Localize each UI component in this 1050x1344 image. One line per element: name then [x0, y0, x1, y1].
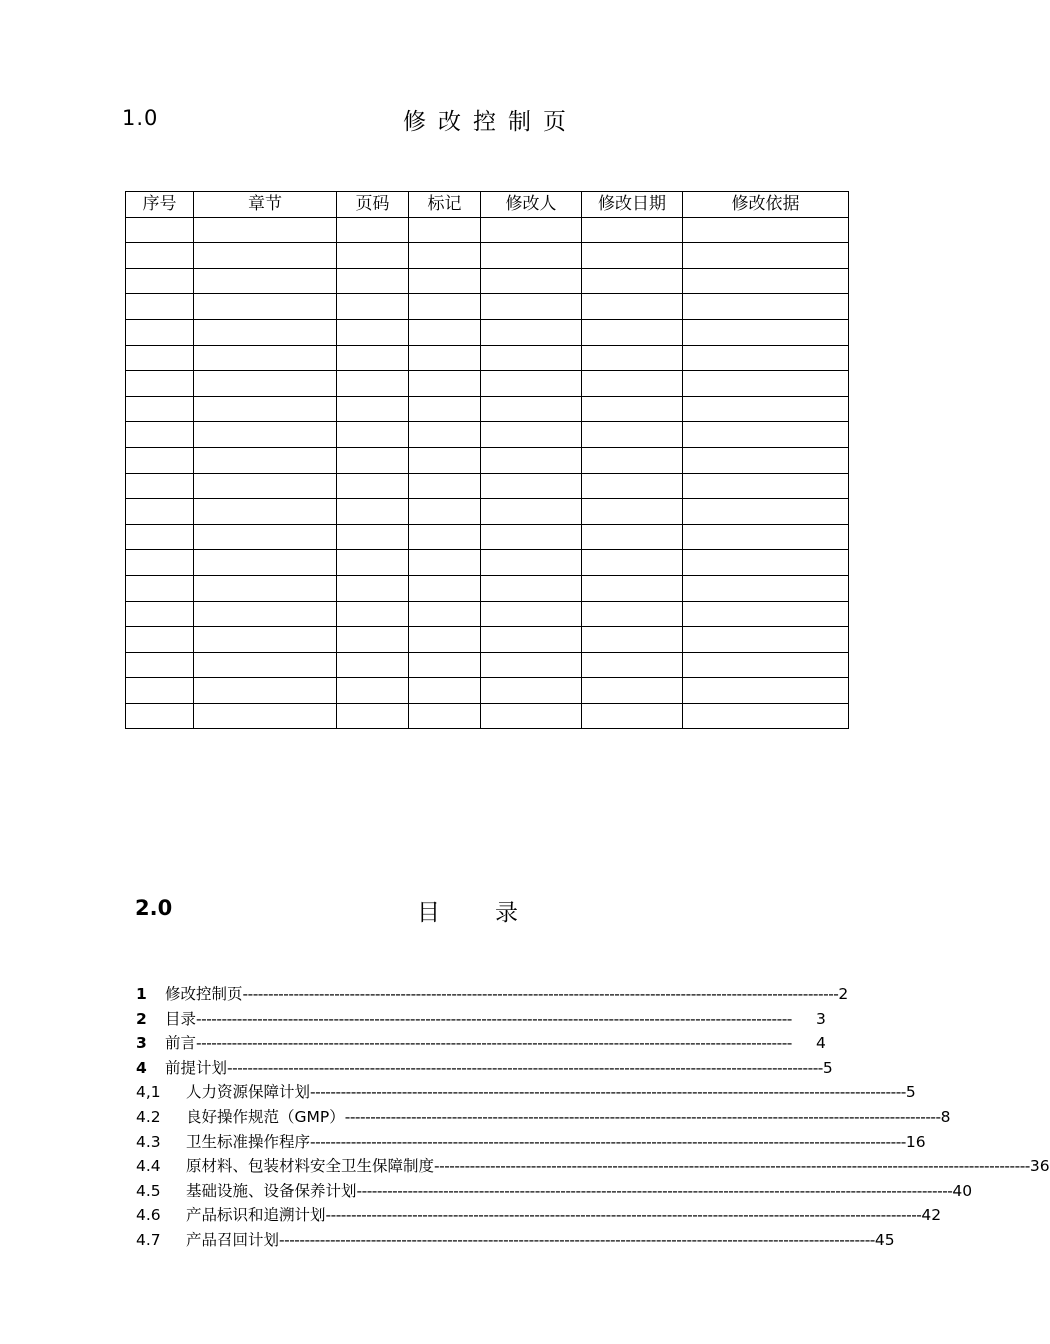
table-cell — [481, 575, 582, 601]
table-cell — [409, 371, 481, 397]
toc-entry — [136, 1007, 836, 1032]
table-cell — [582, 524, 683, 550]
table-cell — [194, 601, 337, 627]
table-row — [126, 550, 849, 576]
section-1-number: 1.0 — [122, 106, 159, 130]
table-cell — [481, 396, 582, 422]
col-header-page: 页码 — [337, 192, 409, 218]
table-cell — [481, 703, 582, 729]
table-cell — [582, 268, 683, 294]
section-2-title: 目录 — [417, 900, 573, 926]
toc-entry-number: 4.4 — [136, 1157, 161, 1176]
table-cell — [683, 575, 849, 601]
toc-entry-number: 4,1 — [136, 1083, 161, 1102]
table-cell — [337, 473, 409, 499]
table-cell — [194, 294, 337, 320]
table-cell — [683, 652, 849, 678]
table-cell — [481, 524, 582, 550]
table-cell — [409, 319, 481, 345]
table-cell — [337, 345, 409, 371]
table-cell — [409, 447, 481, 473]
table-cell — [582, 652, 683, 678]
table-cell — [337, 627, 409, 653]
table-cell — [409, 627, 481, 653]
table-cell — [409, 499, 481, 525]
table-cell — [194, 703, 337, 729]
table-cell — [409, 422, 481, 448]
table-cell — [683, 627, 849, 653]
toc-entry — [136, 982, 849, 1007]
table-cell — [683, 499, 849, 525]
toc-leader: --------------------------------------------------------------------------------------------------------------------- — [310, 1132, 906, 1151]
table-cell — [337, 294, 409, 320]
table-row — [126, 294, 849, 320]
toc-entry-number: 2 — [136, 1009, 147, 1028]
table-cell — [194, 499, 337, 525]
table-cell — [582, 319, 683, 345]
table-cell — [194, 243, 337, 269]
table-cell — [481, 294, 582, 320]
table-cell — [194, 550, 337, 576]
table-cell — [194, 652, 337, 678]
table-cell — [582, 575, 683, 601]
table-cell — [683, 601, 849, 627]
toc-leader: --------------------------------------------------------------------------------------------------------------------- — [344, 1107, 941, 1126]
table-cell — [409, 217, 481, 243]
toc-entry-number: 4.6 — [136, 1206, 161, 1225]
toc-entry-title: 人力资源保障计划 — [186, 1083, 311, 1102]
table-cell — [337, 422, 409, 448]
table-cell — [126, 550, 194, 576]
table-cell — [481, 652, 582, 678]
table-cell — [409, 243, 481, 269]
table-cell — [337, 268, 409, 294]
table-cell — [337, 601, 409, 627]
toc-entry-title: 良好操作规范（GMP） — [186, 1107, 345, 1126]
table-cell — [126, 243, 194, 269]
toc-entry — [136, 1154, 1050, 1179]
toc-entry-page: 5 — [822, 1058, 833, 1077]
table-cell — [409, 268, 481, 294]
table-cell — [337, 396, 409, 422]
table-cell — [126, 422, 194, 448]
table-cell — [409, 652, 481, 678]
toc-entry-number: 3 — [136, 1034, 147, 1053]
toc-leader: --------------------------------------------------------------------------------------------------------------------- — [434, 1157, 1030, 1176]
table-of-contents — [136, 982, 1050, 1253]
table-row — [126, 575, 849, 601]
table-row — [126, 243, 849, 269]
table-cell — [126, 396, 194, 422]
table-cell — [126, 652, 194, 678]
toc-entry — [136, 1228, 895, 1253]
table-row — [126, 601, 849, 627]
section-2-number: 2.0 — [135, 896, 173, 920]
table-cell — [409, 601, 481, 627]
toc-entry-title: 产品召回计划 — [186, 1230, 280, 1249]
table-cell — [481, 268, 582, 294]
table-cell — [126, 575, 194, 601]
table-cell — [683, 319, 849, 345]
table-cell — [683, 371, 849, 397]
table-cell — [337, 652, 409, 678]
table-cell — [683, 294, 849, 320]
toc-entry-page: 8 — [940, 1107, 951, 1126]
table-row — [126, 678, 849, 704]
toc-entry-title: 原材料、包装材料安全卫生保障制度 — [186, 1157, 435, 1176]
toc-leader: --------------------------------------------------------------------------------------------------------------------- — [242, 985, 839, 1003]
table-cell — [194, 371, 337, 397]
table-cell — [126, 703, 194, 729]
table-cell — [126, 473, 194, 499]
toc-entry-title: 产品标识和追溯计划 — [186, 1206, 326, 1225]
table-row — [126, 268, 849, 294]
toc-entry-number: 4.7 — [136, 1230, 161, 1249]
table-cell — [194, 268, 337, 294]
table-cell — [337, 447, 409, 473]
table-cell — [481, 550, 582, 576]
toc-entry-number: 1 — [136, 985, 147, 1003]
table-cell — [683, 345, 849, 371]
toc-entry-page: 40 — [952, 1181, 973, 1200]
table-cell — [126, 294, 194, 320]
table-cell — [481, 217, 582, 243]
table-cell — [337, 319, 409, 345]
table-cell — [481, 319, 582, 345]
toc-entry — [136, 1056, 836, 1081]
revision-table-header — [126, 192, 849, 218]
table-cell — [126, 447, 194, 473]
table-cell — [582, 550, 683, 576]
table-cell — [409, 396, 481, 422]
toc-entry-title: 前言 — [165, 1034, 197, 1053]
toc-entry-page: 45 — [874, 1230, 895, 1249]
table-cell — [582, 396, 683, 422]
table-row — [126, 345, 849, 371]
toc-entry — [136, 1031, 836, 1056]
table-cell — [582, 499, 683, 525]
toc-entry — [136, 1203, 942, 1228]
table-cell — [481, 627, 582, 653]
table-cell — [409, 345, 481, 371]
table-row — [126, 217, 849, 243]
table-cell — [126, 268, 194, 294]
table-cell — [683, 524, 849, 550]
toc-leader: --------------------------------------------------------------------------------------------------------------------- — [227, 1058, 823, 1077]
table-cell — [481, 473, 582, 499]
toc-leader: --------------------------------------------------------------------------------------------------------------------- — [279, 1230, 875, 1249]
table-row — [126, 319, 849, 345]
toc-entry — [136, 1105, 951, 1130]
table-row — [126, 371, 849, 397]
table-cell — [582, 627, 683, 653]
table-cell — [582, 294, 683, 320]
table-cell — [337, 550, 409, 576]
table-cell — [582, 473, 683, 499]
table-cell — [337, 678, 409, 704]
table-cell — [337, 524, 409, 550]
table-cell — [126, 499, 194, 525]
toc-leader: --------------------------------------------------------------------------------------------------------------------- — [196, 1034, 792, 1053]
toc-entry-number: 4.2 — [136, 1107, 161, 1126]
table-cell — [337, 703, 409, 729]
table-cell — [194, 319, 337, 345]
toc-leader: --------------------------------------------------------------------------------------------------------------------- — [196, 1009, 792, 1028]
table-cell — [481, 678, 582, 704]
toc-entry-page: 42 — [921, 1206, 942, 1225]
col-header-editor: 修改人 — [481, 192, 582, 218]
table-cell — [126, 217, 194, 243]
section-1-title: 修改控制页 — [403, 109, 578, 135]
table-cell — [582, 601, 683, 627]
col-header-chapter: 章节 — [194, 192, 337, 218]
table-cell — [126, 627, 194, 653]
toc-entry-title: 卫生标准操作程序 — [186, 1132, 311, 1151]
table-cell — [683, 422, 849, 448]
table-cell — [126, 601, 194, 627]
table-cell — [481, 601, 582, 627]
toc-entry — [136, 1179, 973, 1204]
table-cell — [582, 678, 683, 704]
table-cell — [194, 396, 337, 422]
toc-entry-number: 4.3 — [136, 1132, 161, 1151]
toc-entry-number: 4 — [136, 1058, 147, 1077]
table-cell — [683, 268, 849, 294]
toc-entry-title: 基础设施、设备保养计划 — [186, 1181, 357, 1200]
toc-entry-number: 4.5 — [136, 1181, 161, 1200]
col-header-basis: 修改依据 — [683, 192, 849, 218]
table-cell — [582, 243, 683, 269]
table-row — [126, 627, 849, 653]
col-header-mark: 标记 — [409, 192, 481, 218]
toc-entry-page: 4 — [816, 1034, 826, 1053]
table-cell — [481, 422, 582, 448]
toc-entry-page: 3 — [816, 1009, 826, 1028]
table-cell — [582, 371, 683, 397]
table-cell — [194, 678, 337, 704]
table-cell — [409, 703, 481, 729]
toc-entry-page: 16 — [905, 1132, 926, 1151]
table-cell — [194, 473, 337, 499]
table-cell — [481, 447, 582, 473]
table-cell — [337, 371, 409, 397]
table-row — [126, 396, 849, 422]
table-cell — [409, 575, 481, 601]
toc-entry — [136, 1080, 916, 1105]
table-cell — [126, 371, 194, 397]
toc-leader: --------------------------------------------------------------------------------------------------------------------- — [310, 1083, 906, 1102]
table-cell — [409, 294, 481, 320]
table-cell — [194, 575, 337, 601]
table-row — [126, 524, 849, 550]
table-cell — [409, 524, 481, 550]
table-cell — [683, 703, 849, 729]
toc-entry — [136, 1130, 926, 1155]
table-row — [126, 447, 849, 473]
table-cell — [582, 447, 683, 473]
table-cell — [481, 345, 582, 371]
table-cell — [683, 243, 849, 269]
table-cell — [481, 371, 582, 397]
table-cell — [194, 345, 337, 371]
table-cell — [126, 524, 194, 550]
toc-leader: --------------------------------------------------------------------------------------------------------------------- — [356, 1181, 953, 1200]
table-cell — [683, 447, 849, 473]
revision-table — [125, 191, 849, 729]
toc-entry-page: 2 — [838, 985, 849, 1003]
table-cell — [194, 447, 337, 473]
table-cell — [409, 473, 481, 499]
col-header-date: 修改日期 — [582, 192, 683, 218]
table-cell — [582, 703, 683, 729]
table-row — [126, 422, 849, 448]
table-row — [126, 473, 849, 499]
toc-entry-page: 36 — [1029, 1157, 1050, 1176]
table-cell — [337, 217, 409, 243]
table-cell — [194, 217, 337, 243]
toc-entry-page: 5 — [905, 1083, 916, 1102]
table-row — [126, 499, 849, 525]
col-header-seq: 序号 — [126, 192, 194, 218]
toc-entry-title: 目录 — [165, 1009, 197, 1028]
table-cell — [337, 499, 409, 525]
table-cell — [337, 243, 409, 269]
table-cell — [582, 345, 683, 371]
table-cell — [337, 575, 409, 601]
table-cell — [683, 473, 849, 499]
table-cell — [481, 243, 582, 269]
table-cell — [683, 550, 849, 576]
table-cell — [194, 422, 337, 448]
table-cell — [409, 678, 481, 704]
toc-leader: --------------------------------------------------------------------------------------------------------------------- — [325, 1206, 922, 1225]
table-cell — [409, 550, 481, 576]
table-cell — [683, 678, 849, 704]
table-cell — [126, 345, 194, 371]
table-cell — [683, 396, 849, 422]
table-row — [126, 652, 849, 678]
toc-entry-title: 修改控制页 — [165, 985, 243, 1003]
table-cell — [194, 627, 337, 653]
table-cell — [126, 319, 194, 345]
table-cell — [683, 217, 849, 243]
table-cell — [582, 422, 683, 448]
table-cell — [126, 678, 194, 704]
table-row — [126, 703, 849, 729]
table-cell — [194, 524, 337, 550]
toc-entry-title: 前提计划 — [165, 1058, 228, 1077]
table-cell — [481, 499, 582, 525]
table-cell — [582, 217, 683, 243]
